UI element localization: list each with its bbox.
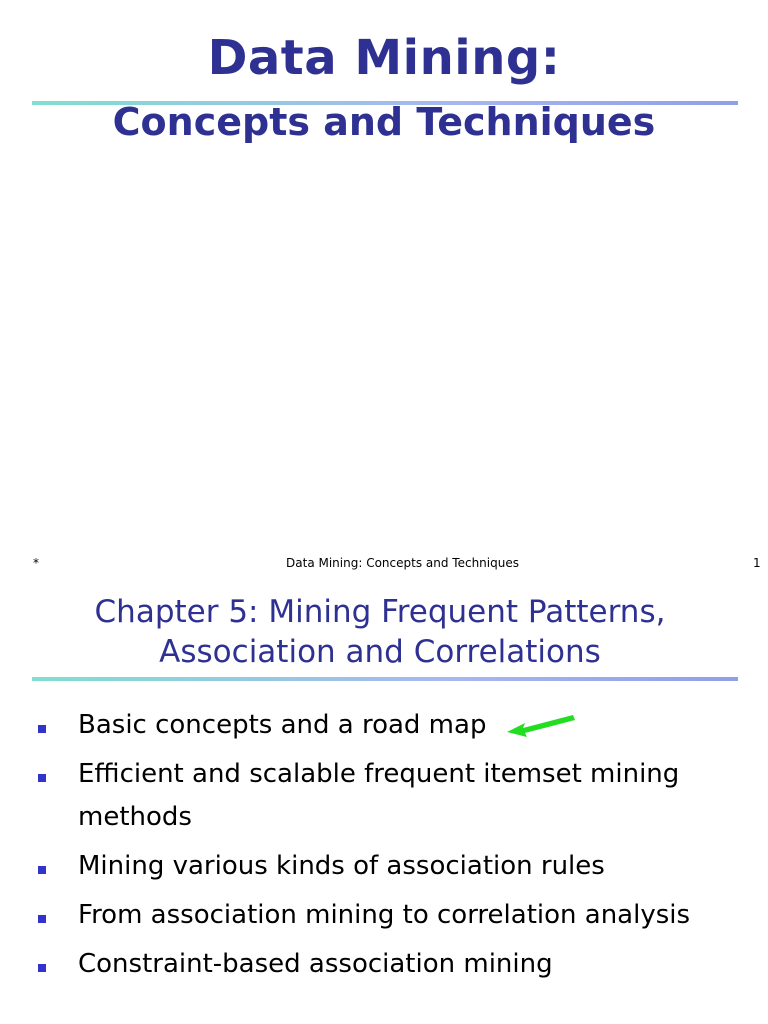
footer-date: * [33,556,39,570]
slide-subtitle: Concepts and Techniques [112,100,656,144]
chapter-title-line-1: Chapter 5: Mining Frequent Patterns, [94,594,666,630]
slide-title: Data Mining: [207,30,561,86]
footer-title: Data Mining: Concepts and Techniques [286,556,519,570]
list-item [0,894,768,937]
bullet-text: Efficient and scalable frequent itemset mining methods [78,759,680,832]
bullet-square-icon [38,774,46,782]
list-item [0,704,768,747]
bullet-text: Mining various kinds of association rules [78,851,605,881]
bullet-square-icon [38,915,46,923]
bullet-text: From association mining to correlation analysis [78,900,691,930]
bullet-text: Constraint-based association mining [78,949,553,979]
footer-page-number: 1 [753,556,761,570]
green-arrow-icon [505,713,577,739]
slide-2 [0,580,768,1024]
bullet-square-icon [38,725,46,733]
bullet-square-icon [38,964,46,972]
list-item [0,845,768,888]
bullet-list [0,704,768,992]
list-item [0,943,768,986]
chapter-divider [32,677,738,681]
chapter-title [0,592,760,672]
list-item [0,753,768,839]
chapter-title-line-2: Association and Correlations [159,634,601,670]
bullet-text: Basic concepts and a road map [78,710,487,740]
bullet-square-icon [38,866,46,874]
